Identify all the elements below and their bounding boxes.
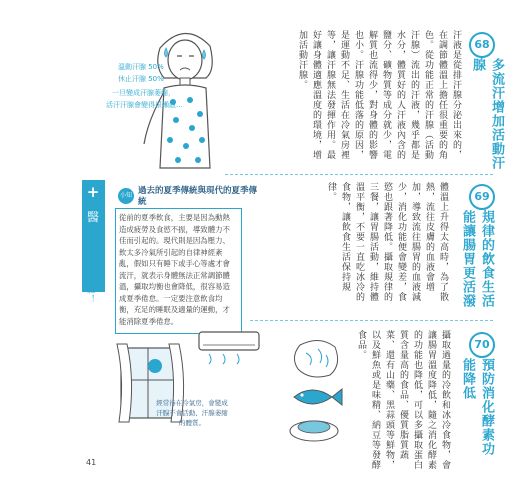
sidebar-kanji: 醫 bbox=[86, 210, 99, 224]
tip-icon: 小知 bbox=[118, 188, 134, 204]
label-resting-glands: 休止汗腺 50% bbox=[118, 75, 164, 83]
section-70-title: 預防消化酵素功能降低 bbox=[460, 358, 494, 456]
tip-title: 過去的夏季傳統與現代的夏季傳統 bbox=[138, 186, 258, 207]
sidebar-rule bbox=[104, 180, 105, 292]
divider-69-70 bbox=[250, 320, 493, 321]
section-69-title: 規律的飲食生活能讓腸胃更活潑 bbox=[460, 210, 494, 308]
label-active-glands: 溫動汗腺 50% bbox=[118, 63, 164, 71]
label-atrophy-2: 活汗汗腺會變得很懶散… bbox=[106, 101, 183, 109]
section-70-number: 70 bbox=[469, 332, 495, 358]
section-69-body: 體溫上升得太高時，為了散熱，流往皮膚的血液會增加，導致流往腸胃的血液減少，消化功能便會變差，食慾也跟著降低。攝取規律的三餐，讓胃腸活動，維持體溫平衡，不要一直吃冰冷的食物，讓飲食生活保持規律。 bbox=[326, 182, 448, 302]
section-68-number: 68 bbox=[469, 32, 495, 58]
section-68-title: 多流汗增加活動汗腺 bbox=[470, 58, 504, 170]
section-69-number: 69 bbox=[469, 184, 495, 210]
illustration-caption: 經常待在冷氣房，會變成汗腺不會活動、汗腺萎縮的體質。 bbox=[156, 399, 228, 427]
section-68-body: 汗液是從排汗腺分泌出來的，在調節體溫上擔任很重要的角色。從功能正常的汗腺（活動汗腺）流出的汗液，幾乎都是水分，體質好的人汗液內含的鹽分、礦物質等成分就少，電解質也流得少，對身體的影響也小。汗腺功能低落的原因，是運動不足、生活在冷氣房裡等，讓汗腺無法發揮作用。最好讓身體適應溫度的環境，增加活動汗腺。 bbox=[297, 30, 461, 160]
section-70-body: 攝取過量的冷飲和冰冷食物，會讓腸胃溫度降低，隨之消化酵素的功能也降低，可以多攝取蛋白質含量高的食品、優質脂質蔬菜、還有山藥、黑蒜頭等鮮物，以及鮮魚或是味精、納豆等發酵食品。 bbox=[356, 330, 450, 470]
tip-body: 從前的夏季飲食，主要是因為動熱造成疲勞及食慾不振，導致體力不佳而引起的。現代則是因為壓力、飲太多冷氣所引起的自律神經紊亂，假如只有睡下或手心等處才會流汗，就表示身體無法正常調節體溫，攝取均衡也會降低，很容易造成夏季倦怠。一定要注意飲食均衡，充足的睡眠及適量的運動，才能消除夏季倦怠。 bbox=[119, 213, 230, 326]
label-atrophy-1: 一旦變成汗腺萎縮， bbox=[112, 89, 175, 97]
page-number: 41 bbox=[86, 458, 97, 467]
plus-icon: + bbox=[86, 183, 100, 201]
sidebar-label: 打造健康的身體！ bbox=[85, 228, 95, 304]
food-illustration bbox=[280, 335, 360, 455]
divider-68-69 bbox=[225, 174, 493, 175]
